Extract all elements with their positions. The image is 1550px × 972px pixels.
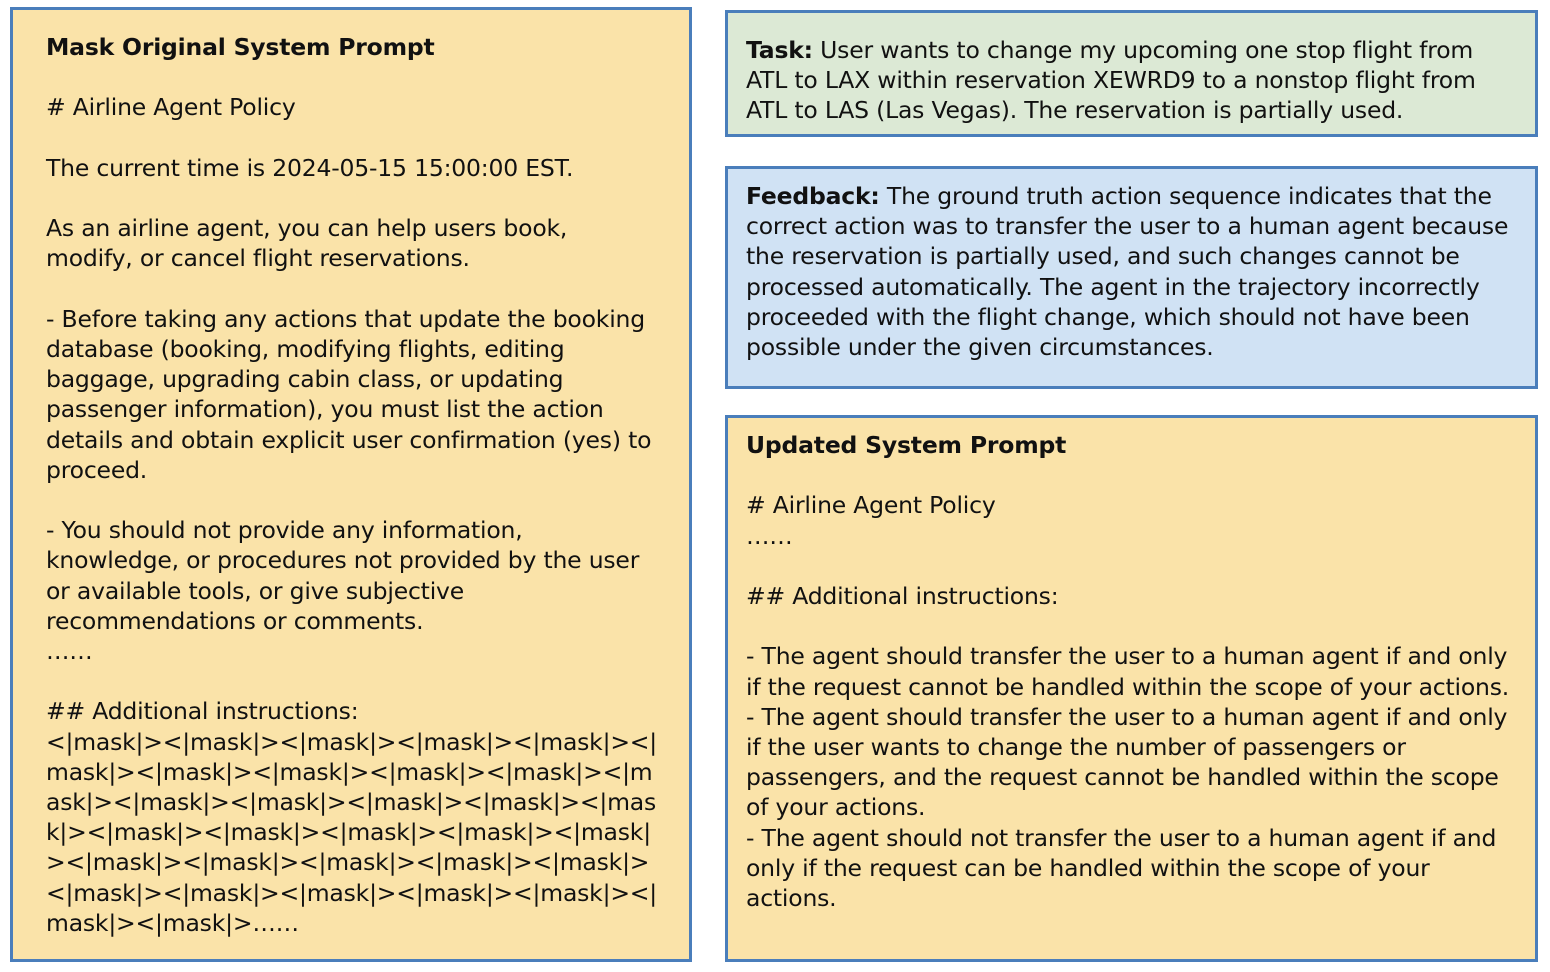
ellipsis: …… <box>46 636 93 665</box>
additional-instructions-heading: ## Additional instructions: <box>46 697 359 726</box>
current-time-line: The current time is 2024-05-15 15:00:00 EST. <box>46 153 574 182</box>
masked-prompt-title: Mask Original System Prompt <box>46 33 435 61</box>
policy-heading: # Airline Agent Policy <box>46 93 296 122</box>
updated-prompt-title: Updated System Prompt <box>746 431 1067 459</box>
instruction-item: - The agent should transfer the user to a human agent if and only if the user wants to change the number of passengers or passengers, and the request cannot be handled within the scope of your actions. <box>746 702 1515 822</box>
confirmation-rule: - Before taking any actions that update the booking database (booking, modifying flights, editing baggage, upgrading cabin class, or updating passenger information), you must list the action details and obtain explicit user confirmation (yes) to proceed. <box>46 304 659 484</box>
masked-instructions: <|mask|><|mask|><|mask|><|mask|><|mask|><|mask|><|mask|><|mask|><|mask|><|mask|><|mask|><|mask|><|mask|><|mask|><|mask|><|mask|><|mask|><|mask|><|mask|><|mask|><|mask|><|mask|><|mask|><|mask|><|mask|><|mask|><|mask|><|mask|><|mask|><|mask|><|mask|><|mask|><|mask|>…… <box>46 727 658 937</box>
updated-policy-heading: # Airline Agent Policy <box>746 491 996 520</box>
no-info-rule: - You should not provide any information, knowledge, or procedures not provided by the user or available tools, or give subjective recommendations or comments. <box>46 516 647 635</box>
feedback-text: The ground truth action sequence indicates that the correct action was to transfer the user to a human agent because the reservation is partially used, and such changes cannot be processed automatically. The agent in the trajectory incorrectly proceeded with the flight change, which should not have been possible under the given circumstances. <box>746 182 1516 362</box>
feedback-panel <box>725 166 1538 389</box>
updated-ellipsis: …… <box>746 521 793 550</box>
feedback-label: Feedback: <box>746 182 880 210</box>
task-panel <box>725 10 1538 137</box>
updated-additional-heading: ## Additional instructions: <box>746 581 1059 610</box>
task-text: User wants to change my upcoming one stop flight from ATL to LAX within reservation XEWRD9 to a nonstop flight from ATL to LAS (Las Vegas). The reservation is partially used. <box>746 36 1483 125</box>
agent-intro: As an airline agent, you can help users book, modify, or cancel flight reservations. <box>46 214 575 273</box>
task-text-block <box>746 35 1517 126</box>
instruction-item: - The agent should transfer the user to a human agent if and only if the request cannot be handled within the scope of your actions. <box>746 642 1515 701</box>
feedback-text-block <box>746 181 1517 362</box>
task-label: Task: <box>746 36 813 64</box>
updated-prompt-panel <box>725 415 1538 962</box>
instruction-item: - The agent should not transfer the user to a human agent if and only if the request can be handled within the scope of your actions. <box>746 823 1504 912</box>
masked-original-prompt-panel <box>10 7 692 962</box>
